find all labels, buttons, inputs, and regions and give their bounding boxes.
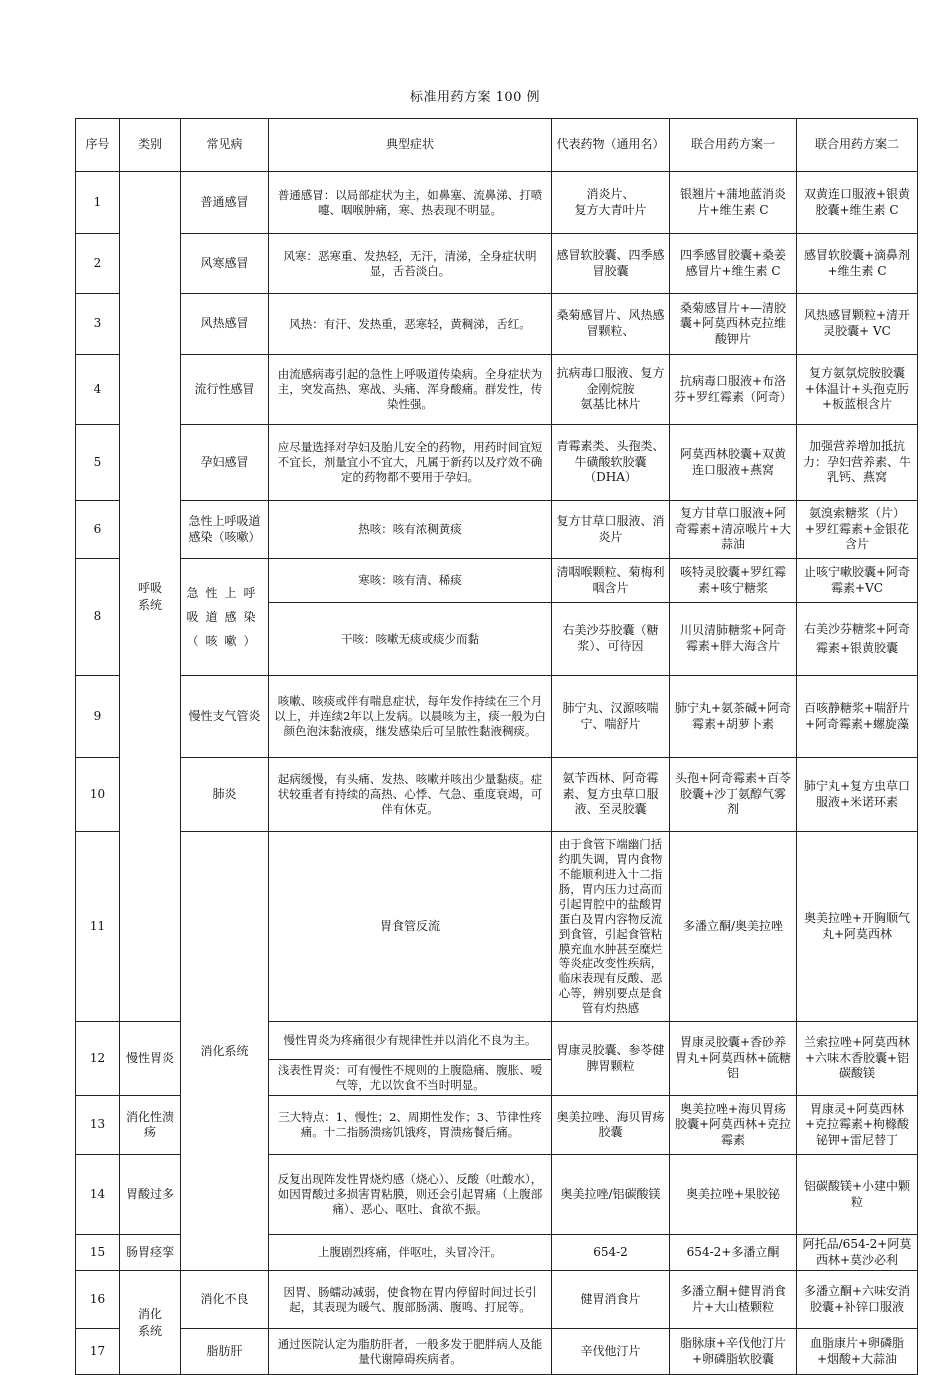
row-combo2: 百咳静糖浆+喘舒片 +阿奇霉素+螺旋藻 — [797, 676, 918, 758]
row-combo2: 风热感冒颗粒+清开灵胶囊+ VC — [797, 294, 918, 355]
row-symptom: 咳嗽、咳痰或伴有喘息症状，每年发作持续在三个月以上，并连续2年以上发病。以晨咳为主，痰一般为白颜色泡沫黏液痰，继发感染后可呈脓性黏液稠痰。 — [269, 676, 552, 758]
row-no: 15 — [76, 1235, 120, 1271]
row-no: 6 — [76, 501, 120, 559]
category-label: 消化系统 — [137, 1307, 162, 1338]
row-combo1: 脂脉康+辛伐他汀片+卵磷脂软胶囊 — [670, 1329, 797, 1375]
row-symptom: 由于食管下端幽门括约肌失调，胃内食物不能顺利进入十二指肠，胃内压力过高而引起胃腔中的盐酸胃蛋白及胃内容物反流到食管，引起食管粘膜充血水肿甚至糜烂等炎症改变性疾病，临床表现有反酸、恶心等，辨别要点是食管有灼热感 — [552, 832, 670, 1022]
row-combo1: 胃康灵胶囊+香砂养胃丸+阿莫西林+硫糖铝 — [670, 1022, 797, 1096]
row-no: 2 — [76, 234, 120, 294]
table-row — [76, 294, 918, 355]
row-no: 3 — [76, 294, 120, 355]
header-combo1: 联合用药方案一 — [670, 119, 797, 172]
row-drug: 抗病毒口服液、复方金刚烷胺 氨基比林片 — [552, 355, 670, 425]
row-combo2: 阿托品/654-2+阿莫西林+莫沙必利 — [797, 1235, 918, 1271]
table-row — [76, 234, 918, 294]
row-drug: 清咽喉颗粒、菊梅利咽含片 — [552, 559, 670, 603]
row-no: 14 — [76, 1155, 120, 1235]
row-drug: 消炎片、 复方大青叶片 — [552, 172, 670, 234]
row-combo2: 兰索拉唑+阿莫西林+六味木香胶囊+铝碳酸镁 — [797, 1022, 918, 1096]
header-disease: 常见病 — [181, 119, 269, 172]
page-title: 标准用药方案 100 例 — [409, 90, 541, 105]
row-combo2: 复方氨氛烷胺胶囊+体温计+头孢克肟+板蓝根含片 — [797, 355, 918, 425]
header-category: 类别 — [120, 119, 181, 172]
row-drug: 感冒软胶囊、四季感冒胶囊 — [552, 234, 670, 294]
row-drug: 复方甘草口服液、消炎片 — [552, 501, 670, 559]
row-combo2: 氨溴索糖浆（片）+罗红霉素+金银花含片 — [797, 501, 918, 559]
table-row — [76, 425, 918, 501]
row-combo1: 阿莫西林胶囊+双黄连口服液+燕窝 — [670, 425, 797, 501]
row-disease: 风热感冒 — [181, 294, 269, 355]
row-symptom: 三大特点：1、慢性；2、周期性发作；3、节律性疼痛。十二指肠溃疡饥饿疼，胃溃疡餐后痛。 — [269, 1096, 552, 1155]
table-row — [76, 172, 918, 234]
row-no: 5 — [76, 425, 120, 501]
row-disease: 胃食管反流 — [269, 832, 552, 1022]
table-row — [76, 758, 918, 832]
row-disease: 慢性胃炎 — [120, 1022, 181, 1096]
row-symptom: 通过医院认定为脂肪肝者，一般多发于肥胖病人及能量代谢障碍疾病者。 — [269, 1329, 552, 1375]
row-disease: 肠胃痉挛 — [120, 1235, 181, 1271]
row-combo1: 头孢+阿奇霉素+百苓胶囊+沙丁氨醇气雾剂 — [670, 758, 797, 832]
table-row — [76, 501, 918, 559]
row-combo2: 肺宁丸+复方虫草口服液+米诺环素 — [797, 758, 918, 832]
row-combo1: 肺宁丸+氨茶碱+阿奇霉素+胡萝卜素 — [670, 676, 797, 758]
row-combo1: 奥美拉唑+海贝胃疡胶囊+阿莫西林+克拉霉素 — [670, 1096, 797, 1155]
row-combo2: 双黄连口服液+银黄胶囊+维生素 C — [797, 172, 918, 234]
header-symptom: 典型症状 — [269, 119, 552, 172]
table-row — [76, 559, 918, 603]
row-no: 13 — [76, 1096, 120, 1155]
row-symptom: 因胃、肠蠕动减弱，使食物在胃内停留时间过长引起，其表现为暖气、腹部肠满、腹鸣、打屁等。 — [269, 1271, 552, 1329]
row-symptom: 热咳：咳有浓稠黄痰 — [269, 501, 552, 559]
row-combo1: 咳特灵胶囊+罗红霉素+咳宁糖浆 — [670, 559, 797, 603]
category-cell — [120, 172, 181, 1022]
row-disease: 急性上呼吸道感染（咳嗽） — [181, 501, 269, 559]
table-row — [76, 676, 918, 758]
row-combo2: 加强营养增加抵抗力：孕妇营养素、牛乳钙、燕窝 — [797, 425, 918, 501]
row-drug: 青霉素类、头孢类、牛磺酸软胶囊（DHA） — [552, 425, 670, 501]
row-symptom: 风热：有汗、发热重，恶寒轻，黄稠涕，舌红。 — [269, 294, 552, 355]
table-row — [76, 1329, 918, 1375]
row-symptom: 由流感病毒引起的急性上呼吸道传染病。全身症状为主，突发高热、寒战、头痛、浑身酸痛。群发性，传染性强。 — [269, 355, 552, 425]
row-combo1: 奥美拉唑+果胶铋 — [670, 1155, 797, 1235]
table-row — [76, 355, 918, 425]
row-no: 16 — [76, 1271, 120, 1329]
row-symptom: 浅表性胃炎：可有慢性不规则的上腹隐痛、腹胀、嗳气等，尤以饮食不当时明显。 — [269, 1060, 552, 1096]
row-symptom: 普通感冒：以局部症状为主，如鼻塞、流鼻涕、打喷嚏、咽喉肿痛，寒、热表现不明显。 — [269, 172, 552, 234]
header-combo2: 联合用药方案二 — [797, 119, 918, 172]
row-symptom: 上腹剧烈疼痛，伴呕吐，头冒冷汗。 — [269, 1235, 552, 1271]
row-drug: 桑菊感冒片、风热感冒颗粒、 — [552, 294, 670, 355]
category-cell — [181, 832, 269, 1271]
row-drug: 奥美拉唑、海贝胃疡胶囊 — [552, 1096, 670, 1155]
row-combo2: 血脂康片+卵磷脂+烟酸+大蒜油 — [797, 1329, 918, 1375]
row-disease: 脂肪肝 — [181, 1329, 269, 1375]
row-disease: 风寒感冒 — [181, 234, 269, 294]
row-no: 10 — [76, 758, 120, 832]
row-symptom: 寒咳：咳有清、稀痰 — [269, 559, 552, 603]
row-drug: 辛伐他汀片 — [552, 1329, 670, 1375]
row-symptom: 风寒：恶寒重、发热轻，无汗，清涕，全身症状明显，舌苔淡白。 — [269, 234, 552, 294]
category-label: 呼吸系统 — [138, 581, 163, 612]
row-symptom: 慢性胃炎为疼痛很少有规律性并以消化不良为主。 — [269, 1022, 552, 1060]
category-label: 消化系统 — [200, 1043, 249, 1058]
row-no: 1 — [76, 172, 120, 234]
row-combo2: 感冒软胶囊+滴鼻剂+维生素 C — [797, 234, 918, 294]
row-combo2: 止咳宁嗽胶囊+阿奇霉素+VC — [797, 559, 918, 603]
header-no: 序号 — [76, 119, 120, 172]
row-drug: 多潘立酮/奥美拉唑 — [670, 832, 797, 1022]
row-no: 11 — [76, 832, 120, 1022]
row-combo1: 四季感冒胶囊+桑姜感冒片+维生素 C — [670, 234, 797, 294]
row-symptom: 起病缓慢，有头痛、发热、咳嗽并咳出少量黏痰。症状较重者有持续的高热、心悸、气急、重度衰竭，可伴有休克。 — [269, 758, 552, 832]
row-drug: 胃康灵胶囊、参苓健脾胃颗粒 — [552, 1022, 670, 1096]
row-disease: 慢性支气管炎 — [181, 676, 269, 758]
row-no: 9 — [76, 676, 120, 758]
row-no: 4 — [76, 355, 120, 425]
row-symptom: 应尽量选择对孕妇及胎儿安全的药物，用药时间宜短不宜长，剂量宜小不宜大，凡属于新药以及疗效不确定的药物都不要用于孕妇。 — [269, 425, 552, 501]
row-drug: 氨苄西林、阿奇霉素、复方虫草口服液、至灵胶囊 — [552, 758, 670, 832]
row-combo1: 654-2+多潘立酮 — [670, 1235, 797, 1271]
row-disease: 流行性感冒 — [181, 355, 269, 425]
row-combo1: 银翘片+蒲地蓝消炎片+维生素 C — [670, 172, 797, 234]
row-disease: 消化不良 — [181, 1271, 269, 1329]
row-disease: 肺炎 — [181, 758, 269, 832]
row-no: 12 — [76, 1022, 120, 1096]
row-combo1: 多潘立酮+健胃消食片+大山楂颗粒 — [670, 1271, 797, 1329]
row-drug: 654-2 — [552, 1235, 670, 1271]
row-combo2: 多潘立酮+六味安消胶囊+补锌口服液 — [797, 1271, 918, 1329]
row-combo1: 抗病毒口服液+布洛芬+罗红霉素（阿奇） — [670, 355, 797, 425]
table-header-row — [76, 119, 918, 172]
row-combo1: 桑菊感冒片+—清胶囊+阿莫西林克拉维酸钾片 — [670, 294, 797, 355]
row-combo1: 川贝清肺糖浆+阿奇霉素+胖大海含片 — [670, 603, 797, 676]
row-disease: 孕妇感冒 — [181, 425, 269, 501]
row-combo2: 铝碳酸镁+小建中颗粒 — [797, 1155, 918, 1235]
row-symptom: 干咳：咳嗽无痰或痰少而黏 — [269, 603, 552, 676]
row-drug: 肺宁丸、汉源咳喘宁、喘舒片 — [552, 676, 670, 758]
row-combo2: 胃康灵+阿莫西林+克拉霉素+枸橼酸铋钾+雷尼替丁 — [797, 1096, 918, 1155]
row-disease: 急性上呼吸道感染（咳嗽） — [181, 559, 269, 676]
row-disease: 胃酸过多 — [120, 1155, 181, 1235]
row-disease: 普通感冒 — [181, 172, 269, 234]
table-row — [76, 832, 918, 1022]
row-combo1: 复方甘草口服液+阿奇霉素+清凉喉片+大蒜油 — [670, 501, 797, 559]
row-combo1: 奥美拉唑+开胸顺气丸+阿莫西林 — [797, 832, 918, 1022]
header-drug: 代表药物（通用名） — [552, 119, 670, 172]
row-no: 8 — [76, 559, 120, 676]
row-drug: 奥美拉唑/铝碳酸镁 — [552, 1155, 670, 1235]
row-no: 17 — [76, 1329, 120, 1375]
drug-table — [75, 118, 918, 1375]
row-drug: 右美沙芬胶囊（糖浆）、可待因 — [552, 603, 670, 676]
table-row — [76, 1271, 918, 1329]
category-cell — [120, 1271, 181, 1375]
row-drug: 健胃消食片 — [552, 1271, 670, 1329]
row-combo2: 右美沙芬糖浆+阿奇霉素+银黄胶囊 — [797, 603, 918, 676]
row-disease: 消化性溃疡 — [120, 1096, 181, 1155]
row-symptom: 反复出现阵发性胃烧灼感（烧心）、反酸（吐酸水），如因胃酸过多损害胃粘膜，则还会引起胃痛（上腹部痛）、恶心、呕吐、食欲不振。 — [269, 1155, 552, 1235]
